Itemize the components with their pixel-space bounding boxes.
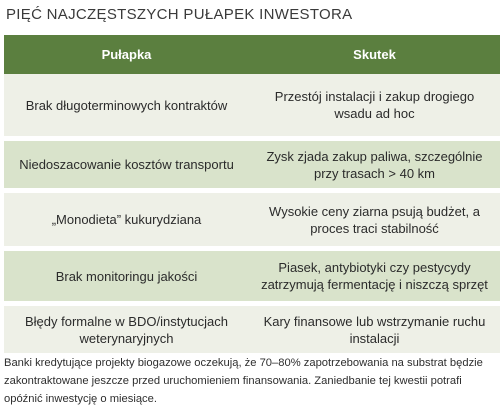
effect-cell: Kary finansowe lub wstrzymanie ruchu instalacji bbox=[263, 313, 486, 346]
table-row bbox=[4, 74, 500, 136]
trap-cell: „Monodieta” kukurydziana bbox=[51, 212, 202, 227]
header-effect: Skutek bbox=[353, 47, 396, 62]
effect-cell: Wysokie ceny ziarna psują budżet, a proces traci stabilność bbox=[269, 203, 480, 236]
footnote: Banki kredytujące projekty biogazowe oczekują, że 70–80% zapotrzebowania na substrat będzie zakontraktowane jeszcze przed uruchomieniem finansowania. Zaniedbanie tej kwestii potrafi opóźnić inwestycję o miesiące. bbox=[4, 357, 483, 405]
effect-cell: Zysk zjada zakup paliwa, szczególnie przy trasach > 40 km bbox=[266, 148, 483, 181]
table-row bbox=[4, 141, 500, 188]
trap-cell: Błędy formalne w BDO/instytucjach weterynaryjnych bbox=[24, 313, 229, 346]
table-header bbox=[4, 35, 500, 74]
trap-cell: Niedoszacowanie kosztów transportu bbox=[19, 157, 234, 172]
effect-cell: Przestój instalacji i zakup drogiego wsadu ad hoc bbox=[274, 89, 475, 121]
page-title: PIĘĆ NAJCZĘSTSZYCH PUŁAPEK INWESTORA bbox=[6, 6, 353, 23]
table-row bbox=[4, 193, 500, 246]
effect-cell: Piasek, antybiotyki czy pestycydy zatrzymują fermentację i niszczą sprzęt bbox=[261, 260, 488, 292]
header-trap: Pułapka bbox=[101, 47, 152, 62]
trap-cell: Brak długoterminowych kontraktów bbox=[25, 97, 228, 113]
pitfalls-table bbox=[4, 35, 500, 353]
table-row bbox=[4, 251, 500, 301]
table-row bbox=[4, 306, 500, 353]
trap-cell: Brak monitoringu jakości bbox=[55, 268, 198, 284]
